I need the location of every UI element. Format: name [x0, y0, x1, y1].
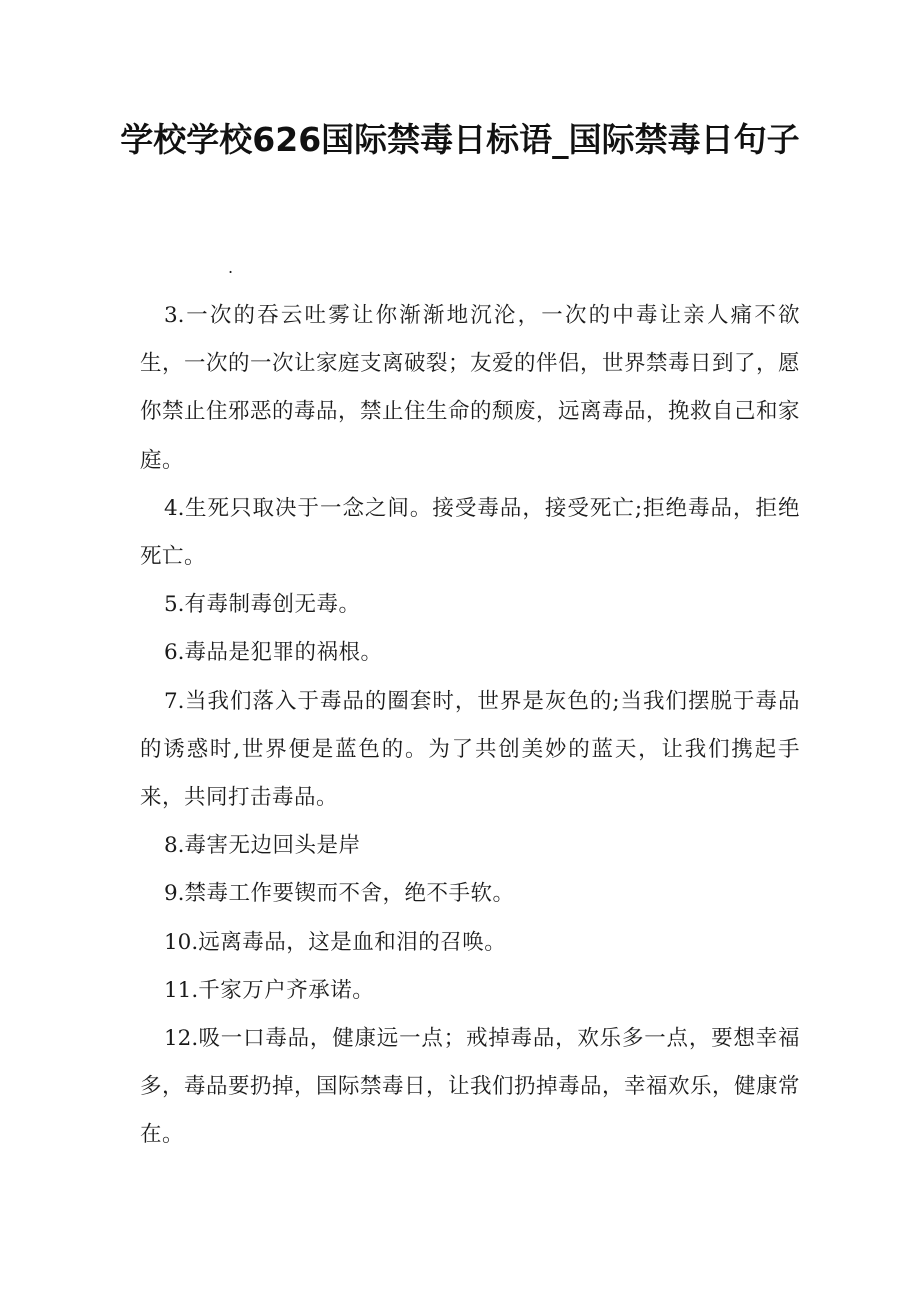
document-title: 学校学校626国际禁毒日标语_国际禁毒日句子: [120, 120, 800, 159]
item-number: 5.: [164, 592, 185, 618]
paragraph-text: 远离毒品，这是血和泪的召唤。: [198, 929, 507, 955]
paragraph: [140, 1015, 800, 1160]
separator-dot: .: [228, 258, 234, 277]
item-number: 6.: [164, 640, 185, 666]
item-number: 12.: [164, 1026, 199, 1052]
paragraph-text: 吸一口毒品，健康远一点；戒掉毒品，欢乐多一点，要想幸福多，毒品要扔掉，国际禁毒日，让我们扔掉毒品，幸福欢乐，健康常在。: [140, 1026, 801, 1148]
paragraph: [140, 629, 800, 677]
paragraph-text: 千家万户齐承诺。: [198, 977, 375, 1003]
paragraph: [140, 967, 800, 1015]
paragraph: [140, 581, 800, 629]
item-number: 4.: [164, 495, 185, 521]
paragraph-text: 当我们落入于毒品的圈套时，世界是灰色的;当我们摆脱于毒品的诱惑时,世界便是蓝色的。为了共创美妙的蓝天，让我们携起手来，共同打击毒品。: [140, 688, 800, 811]
paragraph: [140, 822, 800, 870]
paragraph: [140, 292, 800, 485]
paragraph: [140, 678, 800, 823]
paragraph-text: 一次的吞云吐雾让你渐渐地沉沦，一次的中毒让亲人痛不欲生，一次的一次让家庭支离破裂；友爱的伴侣，世界禁毒日到了，愿你禁止住邪恶的毒品，禁止住生命的颓废，远离毒品，挽救自己和家庭。: [140, 303, 801, 473]
item-number: 11.: [164, 977, 199, 1003]
item-number: 3.: [164, 303, 185, 328]
paragraph: [140, 870, 800, 918]
paragraph: [140, 485, 800, 581]
item-number: 8.: [164, 833, 185, 859]
paragraph-text: 毒品是犯罪的祸根。: [184, 640, 383, 666]
item-number: 7.: [164, 688, 185, 714]
paragraph-text: 生死只取决于一念之间。接受毒品，接受死亡;拒绝毒品，拒绝死亡。: [140, 495, 800, 570]
paragraph-text: 禁毒工作要锲而不舍，绝不手软。: [184, 881, 515, 907]
item-number: 10.: [164, 929, 199, 955]
paragraph-text: 有毒制毒创无毒。: [184, 592, 361, 618]
item-number: 9.: [164, 881, 185, 907]
paragraph: [140, 919, 800, 967]
document-body: [140, 292, 800, 1160]
paragraph-text: 毒害无边回头是岸: [184, 833, 361, 859]
